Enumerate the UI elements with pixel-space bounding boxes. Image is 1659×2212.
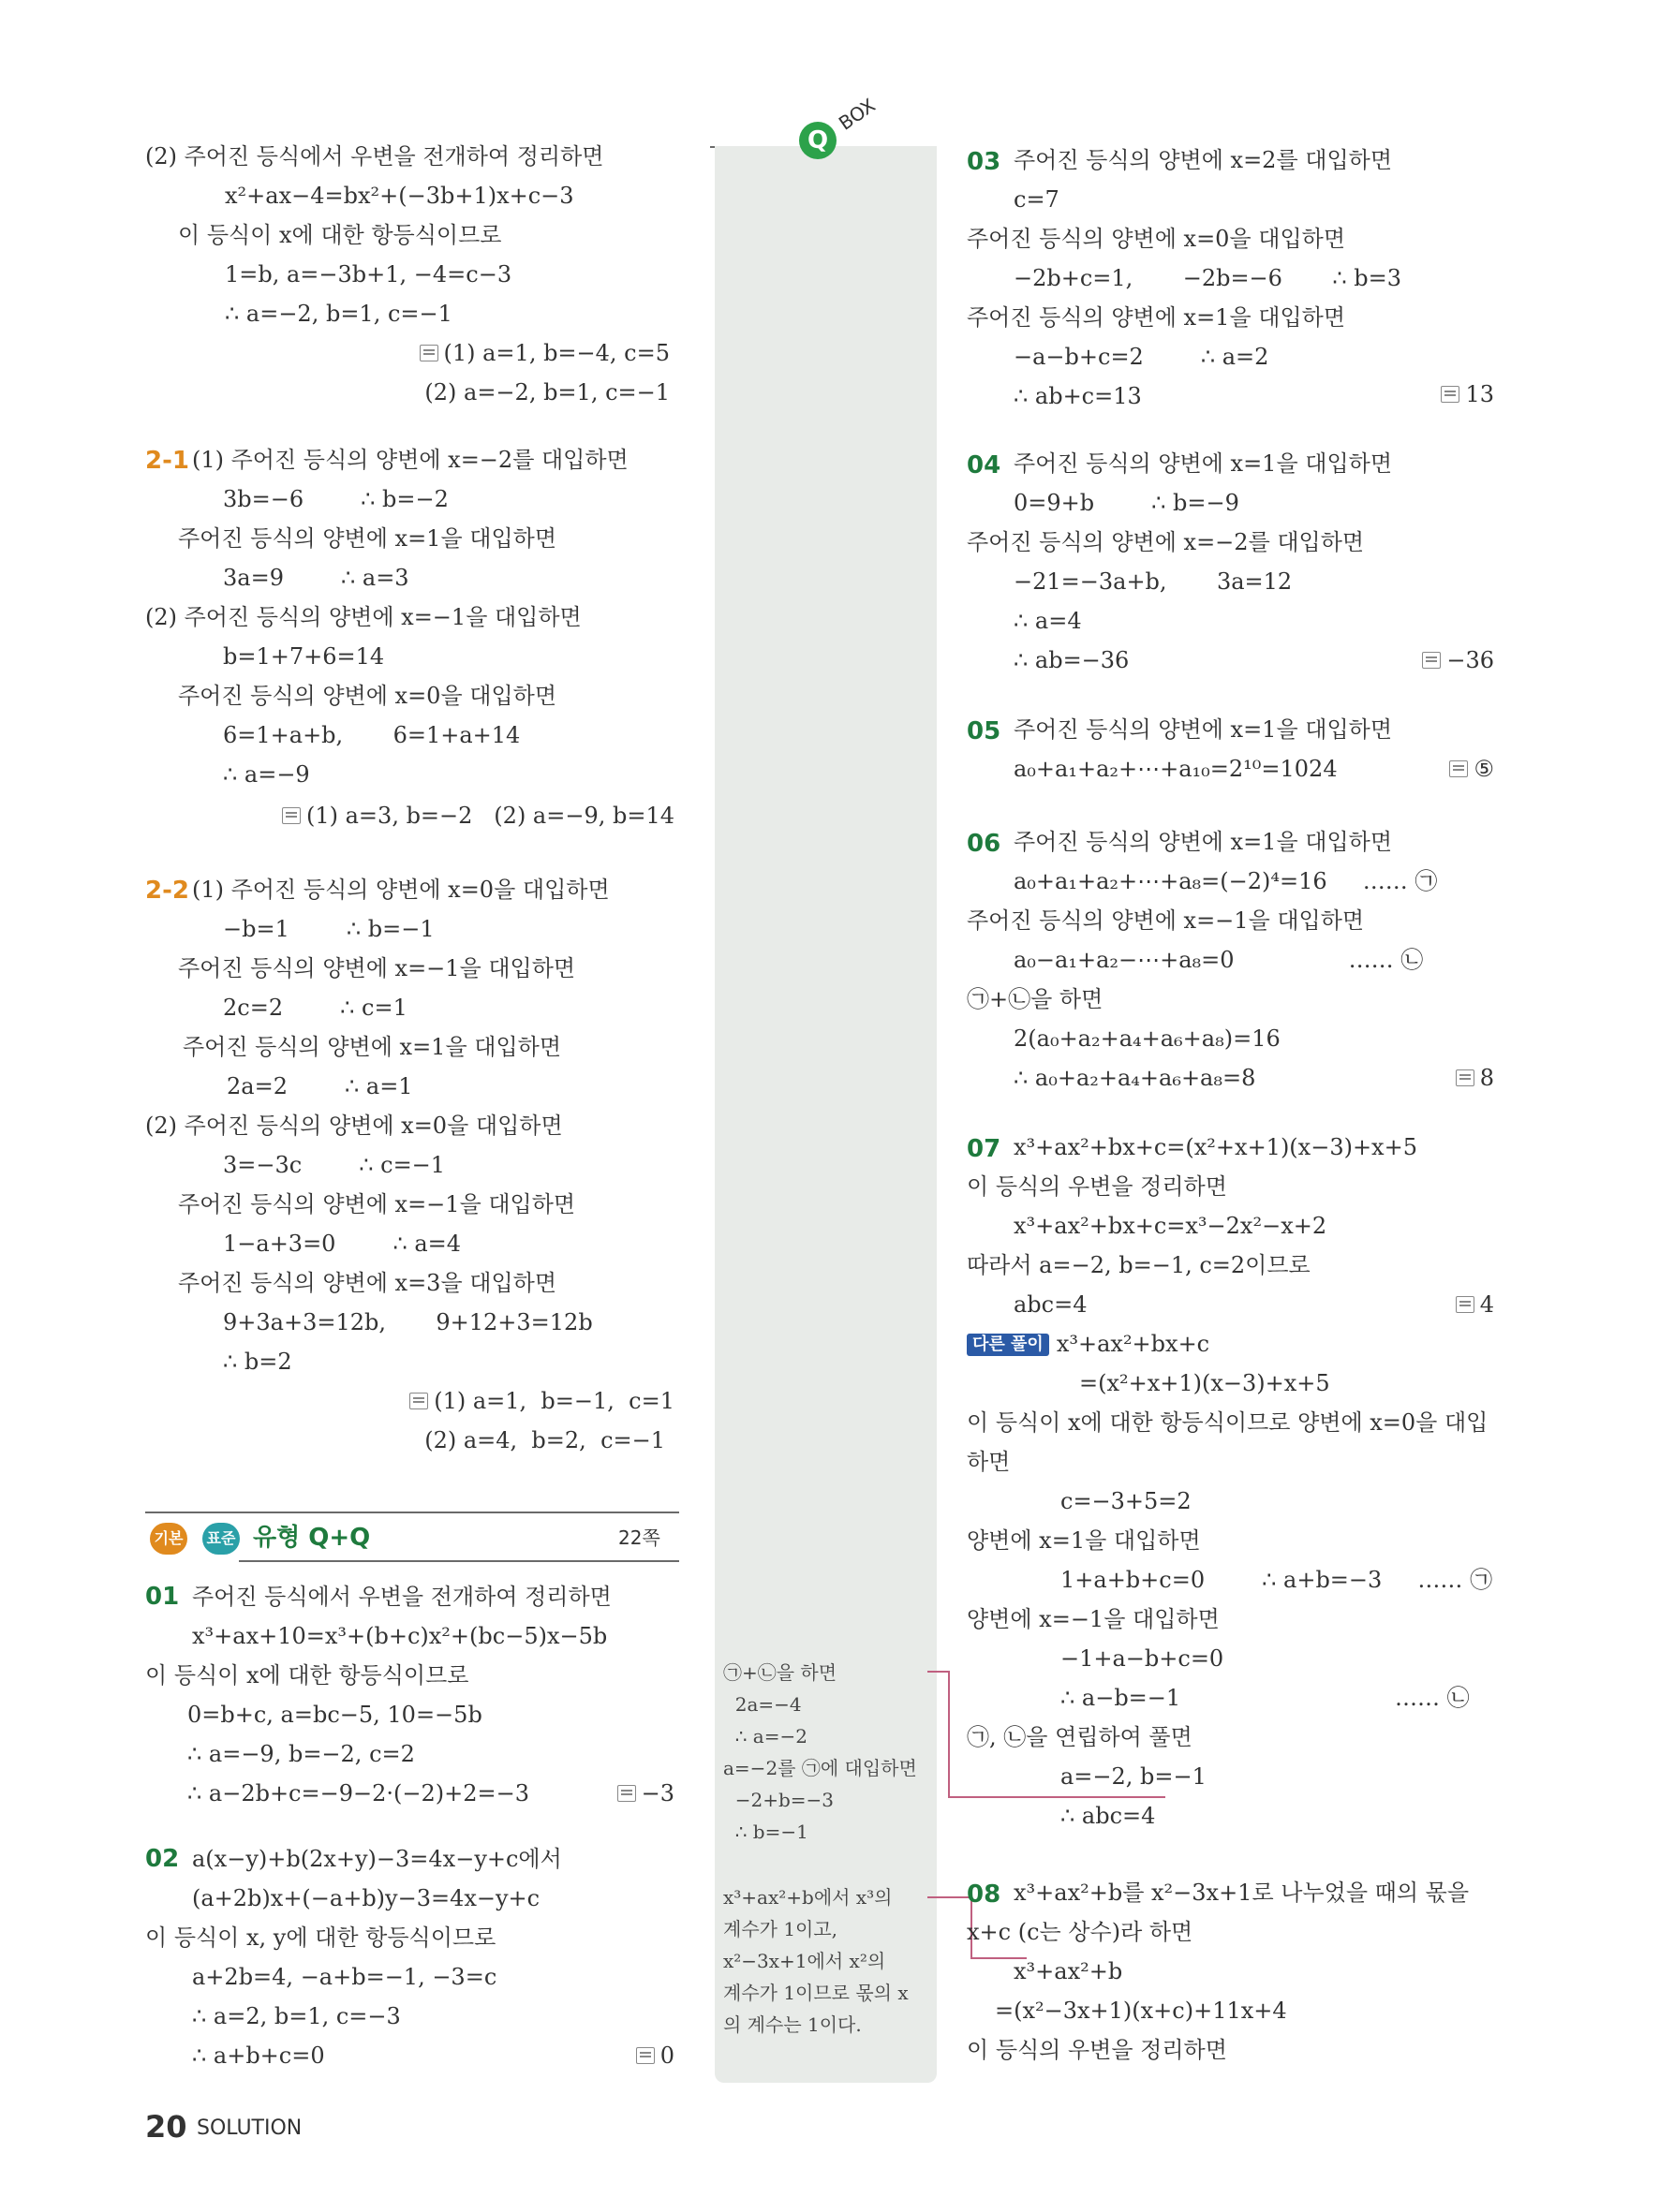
solution-line: (2) 주어진 등식에서 우변을 전개하여 정리하면 — [145, 143, 604, 170]
problem-number-2-1: 2-1 — [145, 447, 189, 475]
solution-line: 3b=−6 ∴ b=−2 — [223, 486, 449, 512]
answer — [1441, 380, 1494, 408]
solution-line: b=1+7+6=14 — [223, 643, 385, 670]
reference-page: 22쪽 — [618, 1526, 660, 1549]
solution-line: 주어진 등식의 양변에 x=1을 대입하면 — [1014, 450, 1393, 477]
section-rule — [145, 1512, 679, 1513]
answer — [1456, 1290, 1494, 1319]
solution-line: ㉠+㉡을 하면 — [967, 986, 1104, 1012]
answer-text: (1) a=1, b=−4, c=5 — [443, 340, 670, 366]
page-number: 20 — [145, 2109, 187, 2145]
solution-line: =(x²+x+1)(x−3)+x+5 — [1079, 1370, 1330, 1396]
solution-line: a=−2, b=−1 — [1060, 1763, 1207, 1790]
solution-line: 주어진 등식의 양변에 x=−1을 대입하면 — [967, 907, 1365, 934]
box-note-line: x²−3x+1에서 x²의 — [723, 1950, 886, 1972]
connector-line — [927, 1671, 948, 1673]
answer-mark-icon — [1422, 652, 1441, 669]
solution-line: x³+ax+10=x³+(b+c)x²+(bc−5)x−5b — [192, 1623, 608, 1649]
level-pill-basic: 기본 — [150, 1523, 187, 1555]
solution-line: (a+2b)x+(−a+b)y−3=4x−y+c — [192, 1885, 541, 1911]
solution-line: 주어진 등식의 양변에 x=1을 대입하면 — [967, 304, 1346, 331]
answer-text: −3 — [641, 1780, 674, 1806]
solution-line: 이 등식의 우변을 정리하면 — [967, 2037, 1227, 2063]
solution-line: a(x−y)+b(2x+y)−3=4x−y+c에서 — [192, 1846, 562, 1872]
answer-text: (1) a=1, b=−1, c=1 — [434, 1388, 674, 1414]
solution-line: 주어진 등식의 양변에 x=−1을 대입하면 — [178, 1191, 576, 1217]
box-note-line: ∴ a=−2 — [723, 1725, 807, 1747]
solution-line: ∴ a=−9 — [223, 761, 310, 788]
solution-line: 이 등식의 우변을 정리하면 — [967, 1173, 1227, 1200]
solution-line: a+2b=4, −a+b=−1, −3=c — [192, 1964, 497, 1990]
solution-line: ∴ a−b=−1 …… ㉡ — [1060, 1685, 1470, 1711]
solution-line: 주어진 등식의 양변에 x=1을 대입하면 — [178, 525, 557, 552]
solution-line: =(x²−3x+1)(x+c)+11x+4 — [995, 1998, 1287, 2024]
solution-line: ∴ a=−2, b=1, c=−1 — [225, 301, 452, 327]
solution-line: a₀−a₁+a₂−⋯+a₈=0 …… ㉡ — [1014, 947, 1424, 973]
section-rule — [239, 1560, 679, 1562]
solution-line: 주어진 등식의 양변에 x=1을 대입하면 — [183, 1034, 562, 1060]
answer-text: (1) a=3, b=−2 (2) a=−9, b=14 — [306, 803, 674, 829]
solution-line: 이 등식이 x에 대한 항등식이므로 — [178, 222, 502, 248]
answer-mark-icon — [1449, 760, 1468, 777]
solution-line: a₀+a₁+a₂+⋯+a₈=(−2)⁴=16 …… ㉠ — [1014, 868, 1438, 894]
solution-line: (1) 주어진 등식의 양변에 x=0을 대입하면 — [192, 877, 610, 903]
solution-line: ∴ b=2 — [223, 1349, 292, 1375]
solution-line: ∴ a=4 — [1014, 608, 1082, 634]
solution-line: ∴ a=2, b=1, c=−3 — [192, 2003, 401, 2029]
solution-line: 2c=2 ∴ c=1 — [223, 995, 407, 1021]
answer-line-2: (2) a=−2, b=1, c=−1 — [424, 379, 670, 406]
solution-line: ∴ ab=−36 — [1014, 647, 1130, 673]
answer-mark-icon — [1456, 1296, 1474, 1313]
solution-line: x²+ax−4=bx²+(−3b+1)x+c−3 — [225, 183, 574, 209]
solution-line: 양변에 x=−1을 대입하면 — [967, 1606, 1220, 1632]
answer — [617, 1779, 674, 1807]
solution-line: (1) 주어진 등식의 양변에 x=−2를 대입하면 — [192, 447, 629, 473]
problem-number-01: 01 — [145, 1583, 180, 1611]
answer — [1449, 755, 1494, 783]
answer-text: ⑤ — [1474, 756, 1494, 782]
solution-line: ∴ a₀+a₂+a₄+a₆+a₈=8 — [1014, 1065, 1256, 1091]
answer-mark-icon — [636, 2047, 655, 2064]
answer-text: 13 — [1465, 381, 1494, 407]
box-note-line: 의 계수는 1이다. — [723, 2013, 862, 2036]
box-note-line: 계수가 1이므로 몫의 x — [723, 1982, 909, 2004]
solution-line: 이 등식이 x, y에 대한 항등식이므로 — [145, 1924, 496, 1951]
answer-mark-icon — [1456, 1069, 1474, 1086]
solution-line: ∴ a=−9, b=−2, c=2 — [187, 1741, 415, 1767]
solution-line: −2b+c=1, −2b=−6 ∴ b=3 — [1014, 265, 1401, 291]
solution-line: ∴ abc=4 — [1060, 1803, 1156, 1829]
solution-line: 주어진 등식의 양변에 x=−2를 대입하면 — [967, 529, 1365, 555]
answer-line-2: (2) a=4, b=2, c=−1 — [424, 1427, 665, 1453]
solution-line: a₀+a₁+a₂+⋯+a₁₀=2¹⁰=1024 — [1014, 756, 1338, 782]
solution-line: 주어진 등식의 양변에 x=0을 대입하면 — [967, 226, 1346, 252]
answer — [636, 2042, 674, 2070]
problem-number-04: 04 — [967, 451, 1001, 479]
connector-line — [948, 1671, 950, 1798]
answer-text: 0 — [659, 2042, 674, 2069]
solution-line: 0=9+b ∴ b=−9 — [1014, 490, 1239, 516]
answer — [420, 339, 671, 367]
solution-line: 따라서 a=−2, b=−1, c=2이므로 — [967, 1252, 1311, 1278]
solution-line: 이 등식이 x에 대한 항등식이므로 — [145, 1662, 469, 1688]
solution-line: 6=1+a+b, 6=1+a+14 — [223, 722, 521, 748]
answer — [282, 802, 674, 830]
solution-line: 양변에 x=1을 대입하면 — [967, 1527, 1201, 1554]
box-note-line: 계수가 1이고, — [723, 1918, 838, 1940]
solution-line: 0=b+c, a=bc−5, 10=−5b — [187, 1702, 482, 1728]
answer-text: −36 — [1446, 647, 1494, 673]
solution-line: 주어진 등식의 양변에 x=2를 대입하면 — [1014, 147, 1393, 173]
solution-line: −b=1 ∴ b=−1 — [223, 916, 435, 942]
solution-line: 주어진 등식의 양변에 x=1을 대입하면 — [1014, 716, 1393, 743]
solution-line: 주어진 등식의 양변에 x=0을 대입하면 — [178, 683, 557, 709]
solution-line: c=−3+5=2 — [1060, 1488, 1192, 1514]
alt-solution-badge — [967, 1330, 1209, 1358]
solution-line: ㉠, ㉡을 연립하여 풀면 — [967, 1724, 1192, 1750]
answer-text: 8 — [1479, 1065, 1494, 1091]
alt-solution-first-line: x³+ax²+bx+c — [1056, 1331, 1210, 1357]
answer-mark-icon — [420, 345, 438, 361]
box-note-line: −2+b=−3 — [723, 1789, 834, 1811]
problem-number-05: 05 — [967, 717, 1001, 745]
problem-number-2-2: 2-2 — [145, 877, 189, 905]
answer — [1422, 646, 1494, 674]
footer-label: SOLUTION — [197, 2116, 303, 2140]
alt-solution-label: 다른 풀이 — [967, 1334, 1049, 1356]
answer-mark-icon — [282, 807, 301, 824]
answer-text: 4 — [1479, 1291, 1494, 1318]
solution-line: 이 등식이 x에 대한 항등식이므로 양변에 x=0을 대입 — [967, 1409, 1489, 1436]
solution-line: −a−b+c=2 ∴ a=2 — [1014, 344, 1269, 370]
solution-line: x³+ax²+b — [1014, 1958, 1123, 1984]
solution-line: 2(a₀+a₂+a₄+a₆+a₈)=16 — [1014, 1025, 1281, 1052]
solution-line: (2) 주어진 등식의 양변에 x=−1을 대입하면 — [145, 604, 582, 630]
solution-line: 3a=9 ∴ a=3 — [223, 565, 409, 591]
problem-number-02: 02 — [145, 1845, 180, 1873]
problem-number-03: 03 — [967, 148, 1001, 176]
problem-number-07: 07 — [967, 1135, 1001, 1163]
problem-number-06: 06 — [967, 830, 1001, 858]
solution-line: x+c (c는 상수)라 하면 — [967, 1919, 1193, 1945]
answer-mark-icon — [1441, 386, 1459, 403]
solution-line: c=7 — [1014, 186, 1059, 213]
solution-line: 주어진 등식에서 우변을 전개하여 정리하면 — [192, 1584, 612, 1610]
connector-line — [948, 1796, 1165, 1798]
box-note-line: ∴ b=−1 — [723, 1821, 808, 1843]
answer — [1456, 1064, 1494, 1092]
solution-line: ∴ ab+c=13 — [1014, 383, 1142, 409]
solution-line: 주어진 등식의 양변에 x=3을 대입하면 — [178, 1270, 557, 1296]
answer — [409, 1387, 674, 1415]
solution-line: ∴ a−2b+c=−9−2·(−2)+2=−3 — [187, 1780, 529, 1806]
solution-line: −1+a−b+c=0 — [1060, 1645, 1224, 1672]
solution-line: 주어진 등식의 양변에 x=−1을 대입하면 — [178, 955, 576, 981]
answer-mark-icon — [409, 1393, 428, 1409]
box-note-line: 2a=−4 — [723, 1693, 802, 1716]
q-box-title: BOX — [834, 94, 880, 135]
solution-line: x³+ax²+b를 x²−3x+1로 나누었을 때의 몫을 — [1014, 1880, 1470, 1906]
solution-line: 하면 — [967, 1449, 1011, 1475]
solution-line: 3=−3c ∴ c=−1 — [223, 1152, 446, 1178]
solution-line: 9+3a+3=12b, 9+12+3=12b — [223, 1309, 593, 1335]
solution-line: ∴ a+b+c=0 — [192, 2042, 325, 2069]
solution-line: 1−a+3=0 ∴ a=4 — [223, 1231, 462, 1257]
level-pill-standard: 표준 — [202, 1523, 240, 1555]
section-title: 유형 Q+Q — [253, 1524, 371, 1552]
solution-line: abc=4 — [1014, 1291, 1088, 1318]
problem-number-08: 08 — [967, 1880, 1001, 1909]
answer-mark-icon — [617, 1785, 636, 1802]
solution-line: 주어진 등식의 양변에 x=1을 대입하면 — [1014, 829, 1393, 855]
solution-line: x³+ax²+bx+c=x³−2x²−x+2 — [1014, 1213, 1327, 1239]
solution-line: 1+a+b+c=0 ∴ a+b=−3 …… ㉠ — [1060, 1567, 1493, 1593]
solution-line: −21=−3a+b, 3a=12 — [1014, 568, 1293, 595]
box-note-line: a=−2를 ㉠에 대입하면 — [723, 1757, 917, 1779]
box-note-line: ㉠+㉡을 하면 — [723, 1661, 837, 1684]
q-box-logo: Q — [799, 122, 837, 159]
solution-line: x³+ax²+bx+c=(x²+x+1)(x−3)+x+5 — [1014, 1134, 1417, 1160]
solution-line: 1=b, a=−3b+1, −4=c−3 — [225, 261, 512, 288]
box-note-line: x³+ax²+b에서 x³의 — [723, 1886, 893, 1909]
connector-line — [927, 1896, 970, 1898]
solution-line: 2a=2 ∴ a=1 — [227, 1073, 413, 1099]
solution-line: (2) 주어진 등식의 양변에 x=0을 대입하면 — [145, 1113, 563, 1139]
